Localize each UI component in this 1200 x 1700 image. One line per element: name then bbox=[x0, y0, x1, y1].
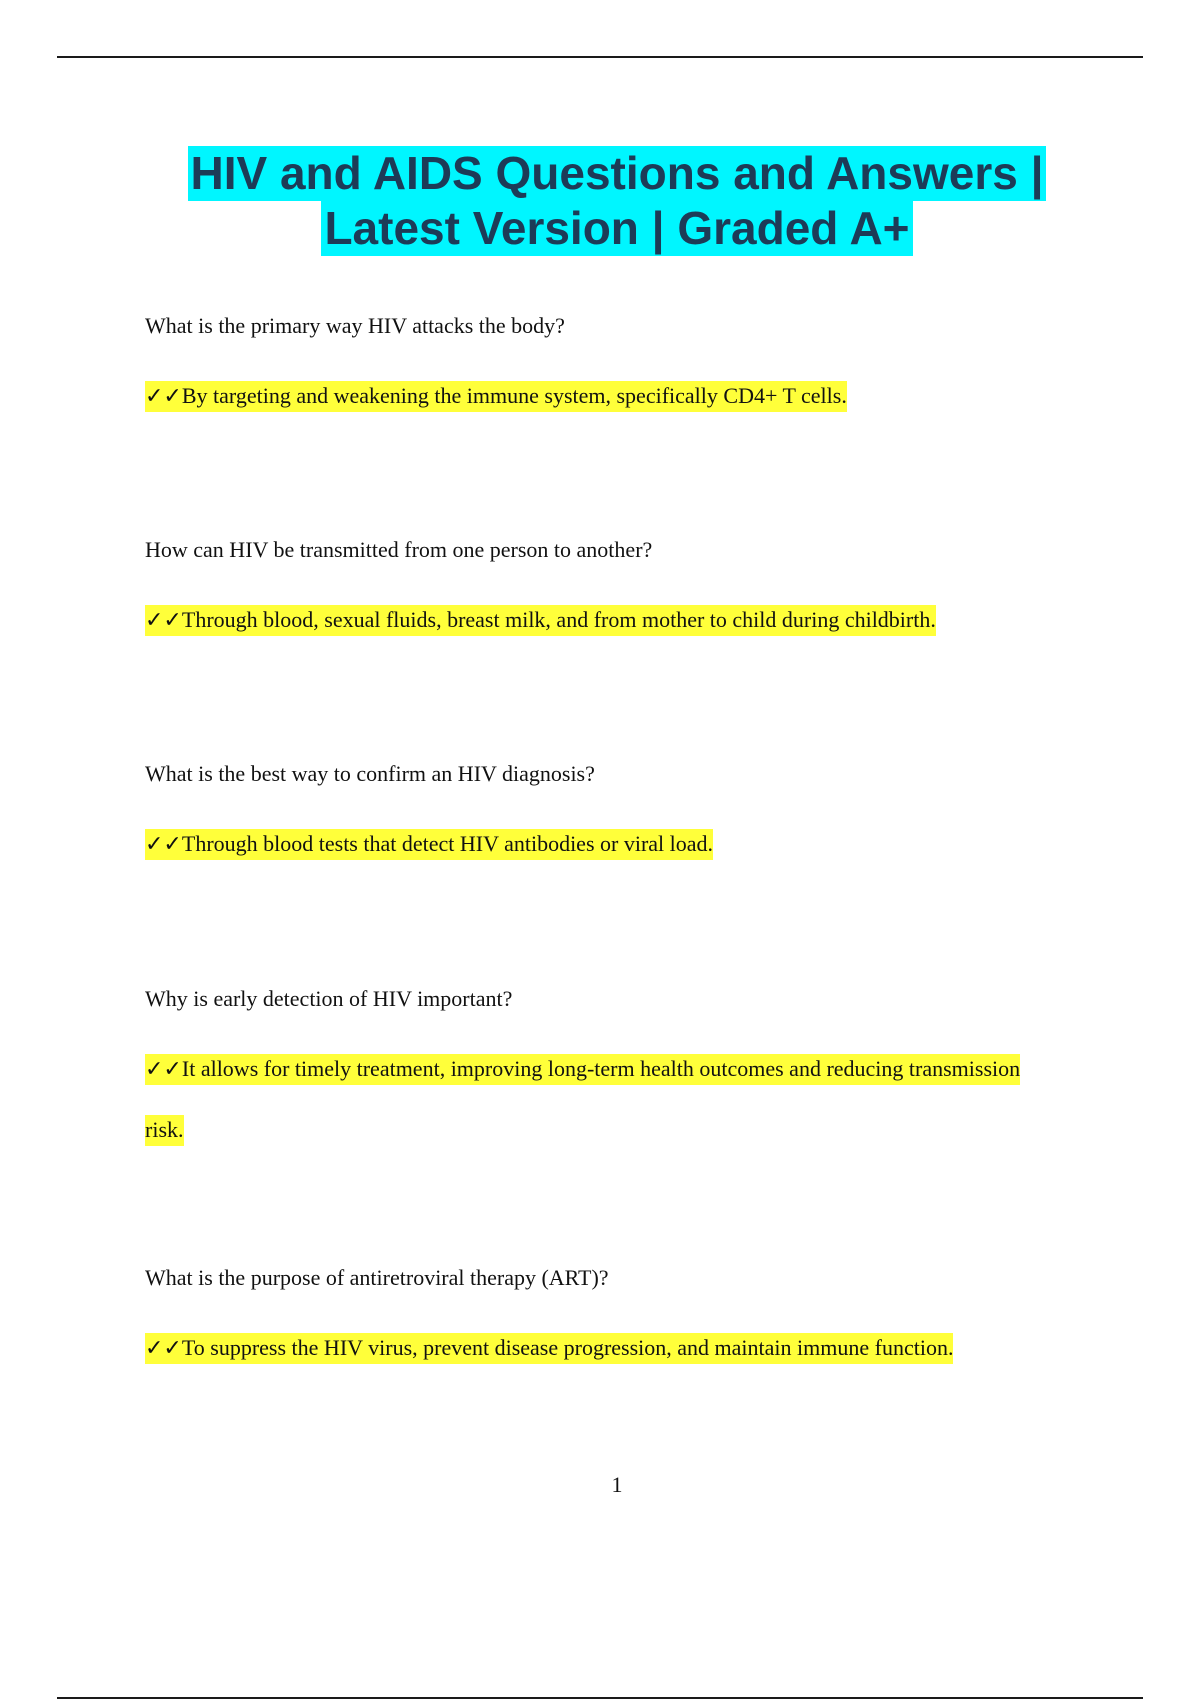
page-number: 1 bbox=[611, 1472, 623, 1497]
answer-text bbox=[145, 1318, 1045, 1379]
qa-item bbox=[145, 986, 1045, 1160]
double-check-icon: ✓✓ bbox=[145, 1057, 182, 1082]
top-rule bbox=[57, 56, 1143, 58]
double-check-icon: ✓✓ bbox=[145, 1336, 182, 1361]
answer-text bbox=[145, 366, 1045, 427]
double-check-icon: ✓✓ bbox=[145, 384, 182, 409]
answer-body: Through blood, sexual fluids, breast milk, and from mother to child during childbirth. bbox=[181, 607, 936, 632]
answer-body: To suppress the HIV virus, prevent disease progression, and maintain immune function. bbox=[181, 1335, 954, 1360]
answer-body: It allows for timely treatment, improving long-term health outcomes and reducing transmission risk. bbox=[145, 1056, 1021, 1142]
answer-text bbox=[145, 814, 1045, 875]
qa-item bbox=[145, 761, 1045, 875]
qa-item bbox=[145, 537, 1045, 651]
question-text: Why is early detection of HIV important? bbox=[145, 986, 513, 1011]
question-text: What is the primary way HIV attacks the body? bbox=[145, 313, 565, 338]
qa-item bbox=[145, 1265, 1045, 1379]
title-line-1: HIV and AIDS Questions and Answers | bbox=[188, 146, 1047, 201]
title-line-2: Latest Version | Graded A+ bbox=[321, 201, 912, 256]
document-title bbox=[0, 146, 1200, 256]
question-text: How can HIV be transmitted from one person to another? bbox=[145, 537, 653, 562]
bottom-rule bbox=[57, 1697, 1143, 1699]
answer-body: Through blood tests that detect HIV antibodies or viral load. bbox=[181, 831, 714, 856]
double-check-icon: ✓✓ bbox=[145, 832, 182, 857]
answer-text bbox=[145, 1039, 1045, 1160]
question-text: What is the best way to confirm an HIV diagnosis? bbox=[145, 761, 595, 786]
answer-text bbox=[145, 590, 1045, 651]
answer-body: By targeting and weakening the immune system, specifically CD4+ T cells. bbox=[181, 383, 847, 408]
double-check-icon: ✓✓ bbox=[145, 608, 182, 633]
question-text: What is the purpose of antiretroviral therapy (ART)? bbox=[145, 1265, 609, 1290]
qa-item bbox=[145, 313, 1045, 427]
